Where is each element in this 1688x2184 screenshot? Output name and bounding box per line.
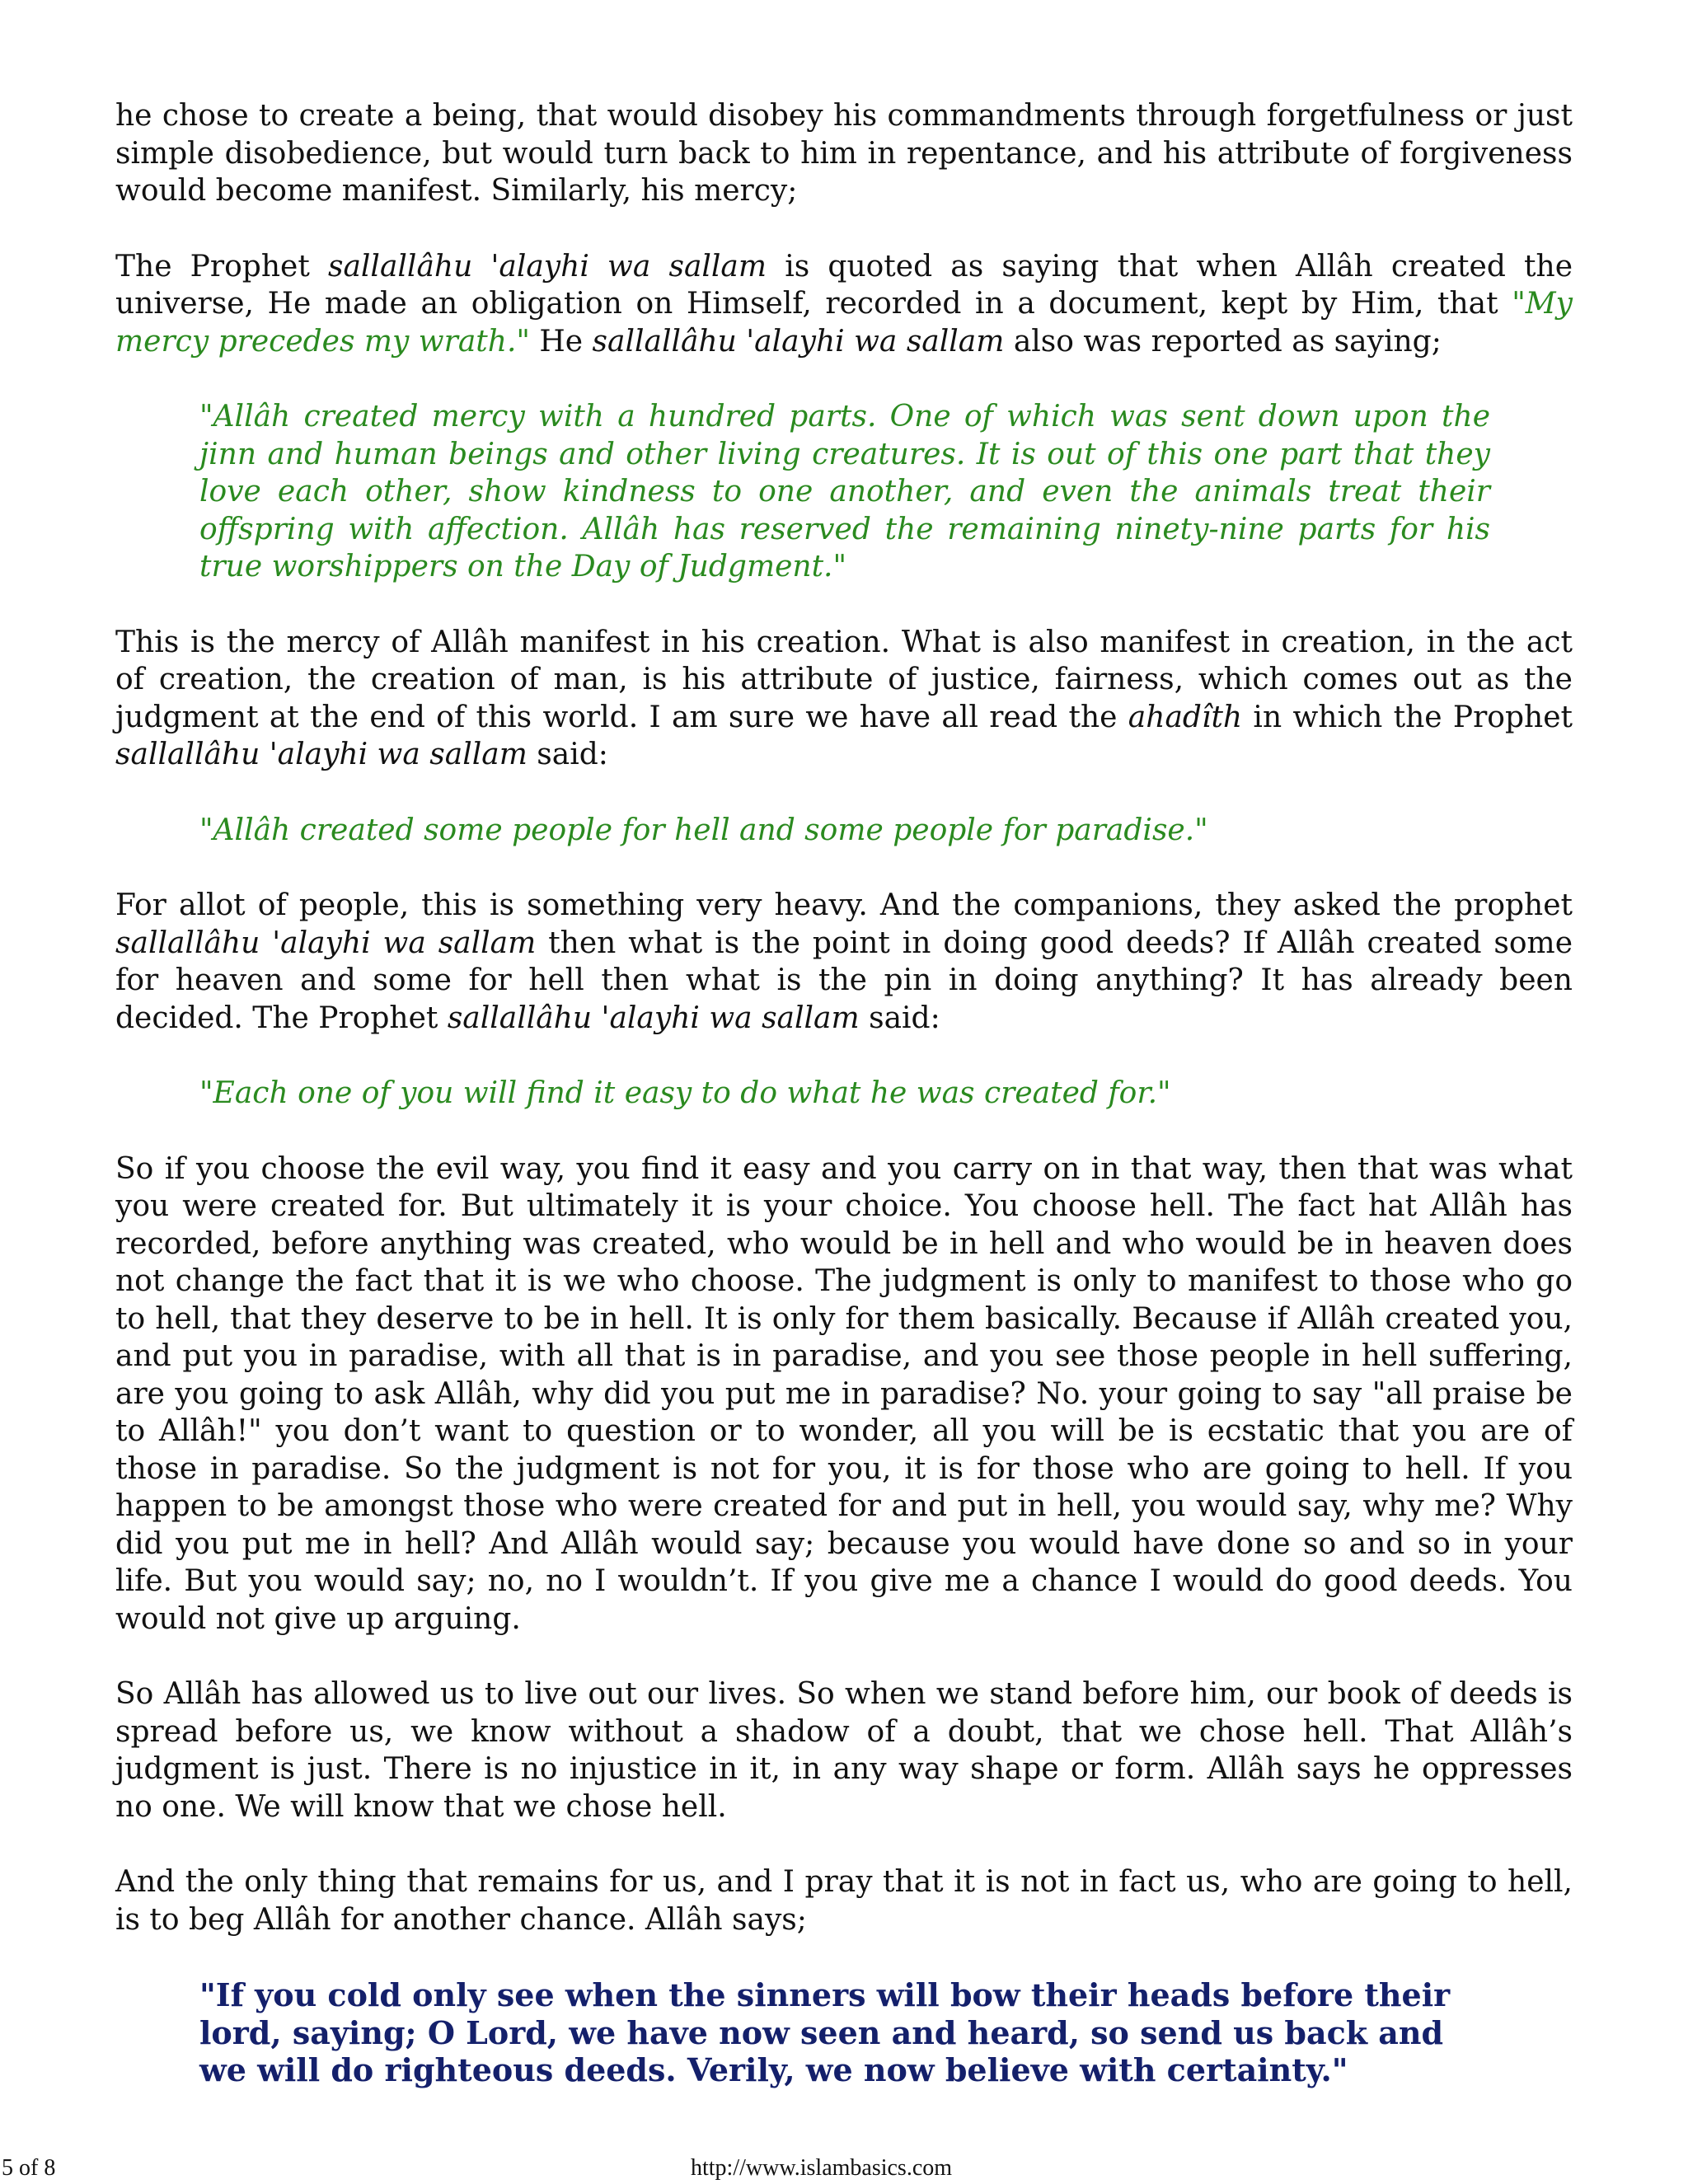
document-body <box>115 97 1573 2089</box>
hadith-quote-mercy-hundred-parts: "Allâh created mercy with a hundred parts. One of which was sent down upon the jinn and human beings and other living creatures. It is out of this one part that they love each other, show kindness to one another, and even the animals treat their offspring with affection. Allâh has reserved the remaining ninety-nine parts for his true worshippers on the Day of Judgment." <box>199 400 1490 583</box>
paragraph-companions-question <box>115 887 1573 1037</box>
hadith-quote-easy-to-do: "Each one of you will find it easy to do what he was created for." <box>199 1076 1171 1110</box>
paragraph-another-chance <box>115 1863 1573 1938</box>
paragraph-choice <box>115 1151 1573 1638</box>
paragraph-text: also was reported as saying; <box>1004 324 1442 359</box>
paragraph-text: in which the Prophet <box>1242 700 1573 734</box>
footer-url: http://www.islambasics.com <box>691 2155 953 2181</box>
paragraph-forgiveness <box>115 97 1573 210</box>
paragraph-text: The Prophet <box>115 249 328 284</box>
page-number: 5 of 8 <box>2 2155 56 2181</box>
honorific: sallallâhu 'alayhi wa sallam <box>115 926 537 960</box>
paragraph-text: And the only thing that remains for us, and I pray that it is not in fact us, who are going to hell, is to beg Allâh for another chance. Allâh says; <box>115 1865 1573 1937</box>
paragraph-text: For allot of people, this is something very heavy. And the companions, they asked the prophet <box>115 888 1573 922</box>
honorific: sallallâhu 'alayhi wa sallam <box>447 1001 860 1035</box>
paragraph-book-of-deeds <box>115 1675 1573 1825</box>
paragraph-mercy-precedes <box>115 248 1573 361</box>
honorific: sallallâhu 'alayhi wa sallam <box>592 324 1005 359</box>
honorific: sallallâhu 'alayhi wa sallam <box>327 249 767 284</box>
quran-verse-quote: "If you cold only see when the sinners will bow their heads before their lord, saying; O Lord, we have now seen and heard, so send us back and we will do righteous deeds. Verily, we now believe with certainty." <box>199 1976 1451 2088</box>
paragraph-text: He <box>529 324 593 359</box>
paragraph-text: he chose to create a being, that would disobey his commandments through forgetfulness or just simple disobedience, but would turn back to him in repentance, and his attribute of forgiveness would become manifest. Similarly, his mercy; <box>115 99 1573 208</box>
paragraph-text: then what is the point in doing good deeds? If Allâh created some for heaven and some for hell then what is the pin in doing anything? It has already been decided. The Prophet <box>115 926 1573 1035</box>
page-footer <box>0 2155 1688 2184</box>
paragraph-text: This is the mercy of Allâh manifest in his creation. What is also manifest in creation, in the act of creation, the creation of man, is his attribute of justice, fairness, which comes out as the judgment at the end of this world. I am sure we have all read the <box>115 625 1573 734</box>
paragraph-text: So if you choose the evil way, you find it easy and you carry on in that way, then that was what you were created for. But ultimately it is your choice. You choose hell. The fact hat Allâh has recorded, before anything was created, who would be in hell and who would be in heaven does not change the fact that it is we who choose. The judgment is only to manifest to those who go to hell, that they deserve to be in hell. It is only for them basically. Because if Allâh created you, and put you in paradise, with all that is in paradise, and you see those people in hell suffering, are you going to ask Allâh, why did you put me in paradise? No. your going to say "all praise be to Allâh!" you don’t want to question or to wonder, all you will be is ecstatic that you are of those in paradise. So the judgment is not for you, it is for those who are going to hell. If you happen to be amongst those who were created for and put in hell, you would say, why me? Why did you put me in hell? And Allâh would say; because you would have done so and so in your life. But you would say; no, no I wouldn’t. If you give me a chance I would do good deeds. You would not give up arguing. <box>115 1151 1573 1636</box>
term-ahadith: ahadîth <box>1128 700 1243 734</box>
paragraph-text: is quoted as saying that when Allâh created the universe, He made an obligation on Himself, recorded in a document, kept by Him, that <box>115 249 1573 321</box>
paragraph-text: said: <box>527 738 608 771</box>
paragraph-text: So Allâh has allowed us to live out our lives. So when we stand before him, our book of deeds is spread before us, we know without a shadow of a doubt, that we chose hell. That Allâh’s judgment is just. There is no injustice in it, in any way shape or form. Allâh says he oppresses no one. We will know that we chose hell. <box>115 1677 1573 1824</box>
paragraph-justice <box>115 624 1573 774</box>
honorific: sallallâhu 'alayhi wa sallam <box>115 738 528 771</box>
paragraph-text: said: <box>859 1001 940 1035</box>
inline-hadith-quote: "My mercy precedes my wrath." <box>115 287 1573 359</box>
hadith-quote-hell-paradise: "Allâh created some people for hell and some people for paradise." <box>199 813 1208 847</box>
